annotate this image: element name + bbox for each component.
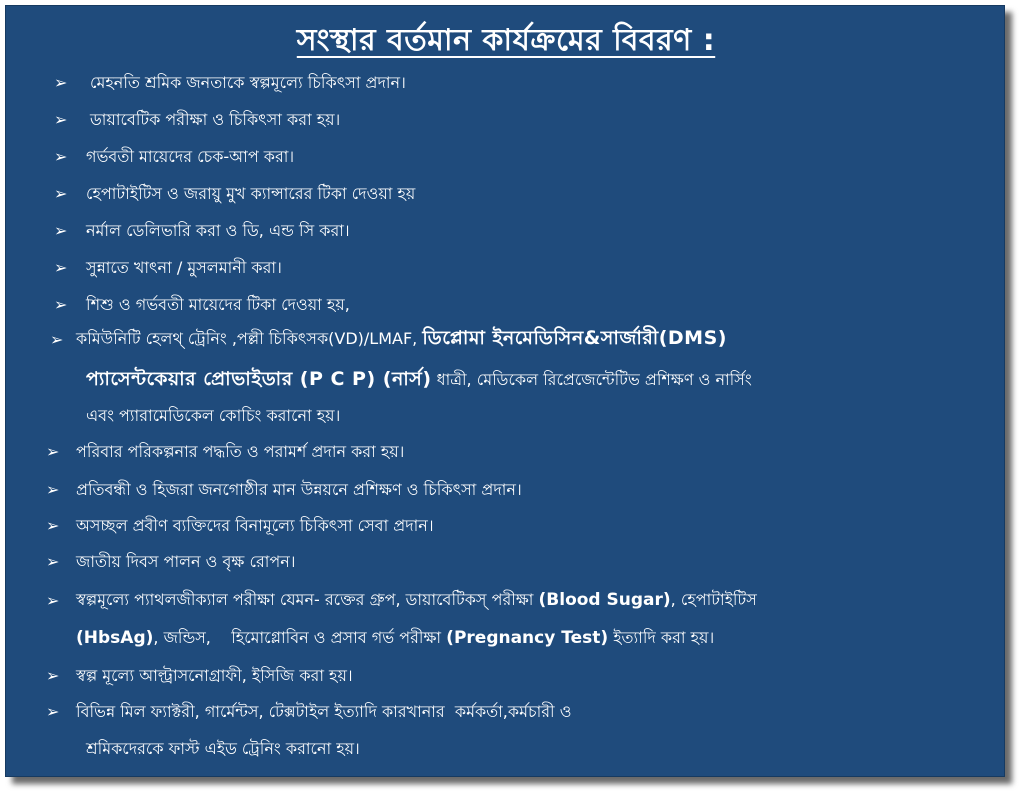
firstaid-line-1: বিভিন্ন মিল ফ্যাক্টরী, গার্মেন্টস, টেক্সটাইল ইত্যাদি কারখানার কর্মকর্তা,কর্মচারী ও — [76, 702, 572, 721]
hbsag-label: (HbsAg) — [76, 628, 154, 648]
bullet-arrow-icon: ➢ — [54, 73, 68, 92]
pathology-text-g: ইত্যাদি করা হয়। — [608, 628, 715, 647]
bullet-arrow-icon: ➢ — [46, 442, 60, 461]
training-text-2a: প্যাসেন্টকেয়ার প্রোভাইডার (P C P) (নার্স) — [86, 368, 432, 390]
list-item: অসচ্ছল প্রবীণ ব্যক্তিদের বিনামূল্যে চিকিৎসা সেবা প্রদান। — [76, 516, 434, 535]
pathology-text-c: , হেপাটাইটিস — [670, 590, 757, 609]
blood-sugar-label: (Blood Sugar) — [538, 590, 671, 610]
bullet-arrow-icon: ➢ — [54, 110, 68, 129]
pathology-text-a: স্বল্পমূল্যে প্যাথলজীক্যাল পরীক্ষা যেমন- রক্তের গ্রুপ, ডায়াবেটিকস্‌ পরীক্ষা — [76, 590, 539, 609]
list-item: গর্ভবতী মায়েদের চেক-আপ করা। — [86, 147, 295, 166]
bullet-arrow-icon: ➢ — [46, 516, 60, 535]
pathology-line-1 — [76, 590, 757, 610]
training-line-2 — [86, 369, 752, 390]
bullet-arrow-icon: ➢ — [54, 221, 68, 240]
bullet-arrow-icon: ➢ — [50, 330, 64, 349]
bullet-arrow-icon: ➢ — [46, 702, 60, 721]
list-item: পরিবার পরিকল্পনার পদ্ধতি ও পরামর্শ প্রদান করা হয়। — [76, 442, 405, 461]
content-panel — [5, 5, 1005, 777]
list-item: জাতীয় দিবস পালন ও বৃক্ষ রোপন। — [76, 552, 296, 571]
pathology-line-2 — [76, 628, 714, 648]
pathology-text-e: , জন্ডিস, হিমোগ্লোবিন ও প্রসাব গর্ভ পরীক্ষা — [153, 628, 447, 647]
training-text-2b: ধাত্রী, মেডিকেল রিপ্রেজেন্টেটিভ প্রশিক্ষণ ও নার্সিং — [431, 370, 752, 389]
list-item: শিশু ও গর্ভবতী মায়েদের টিকা দেওয়া হয়, — [86, 295, 350, 314]
list-item: প্রতিবন্ধী ও হিজরা জনগোষ্ঠীর মান উন্নয়নে প্রশিক্ষণ ও চিকিৎসা প্রদান। — [76, 480, 522, 499]
bullet-arrow-icon: ➢ — [46, 666, 60, 685]
training-line-1 — [76, 328, 727, 349]
bullet-arrow-icon: ➢ — [54, 184, 68, 203]
bullet-arrow-icon: ➢ — [54, 147, 68, 166]
bullet-arrow-icon: ➢ — [54, 295, 68, 314]
list-item: হেপাটাইটিস ও জরায়ু মুখ ক্যান্সারের টিকা দেওয়া হয় — [86, 184, 416, 203]
list-item: মেহনতি শ্রমিক জনতাকে স্বল্পমূল্যে চিকিৎসা প্রদান। — [90, 73, 406, 92]
list-item: ডায়াবেটিক পরীক্ষা ও চিকিৎসা করা হয়। — [90, 110, 341, 129]
list-item: সুন্নাতে খাৎনা / মুসলমানী করা। — [86, 258, 282, 277]
firstaid-line-2: শ্রমিকদেরকে ফাস্ট এইড ট্রেনিং করানো হয়। — [86, 739, 360, 758]
training-text-1b: ডিপ্লোমা ইনমেডিসিন&সার্জারী(DMS) — [422, 327, 727, 349]
page-title-text: সংস্থার বর্তমান কার্যক্রমের বিবরণ : — [296, 23, 716, 58]
training-text-3: এবং প্যারামেডিকেল কোচিং করানো হয়। — [86, 406, 341, 425]
list-item: স্বল্প মূল্যে আল্ট্রাসনোগ্রাফী, ইসিজি করা হয়। — [76, 666, 353, 685]
training-text-1a: কমিউনিটি হেলথ্‌ ট্রেনিং ,পল্লী চিকিৎসক(VD)/LMAF, — [76, 329, 423, 348]
list-item: নর্মাল ডেলিভারি করা ও ডি, এন্ড সি করা। — [86, 221, 350, 240]
bullet-arrow-icon: ➢ — [46, 552, 60, 571]
bullet-arrow-icon: ➢ — [46, 480, 60, 499]
bullet-arrow-icon: ➢ — [54, 258, 68, 277]
activity-list — [6, 6, 1006, 778]
pregnancy-test-label: (Pregnancy Test) — [446, 628, 609, 648]
training-line-3 — [86, 406, 340, 426]
bullet-arrow-icon: ➢ — [46, 591, 60, 610]
